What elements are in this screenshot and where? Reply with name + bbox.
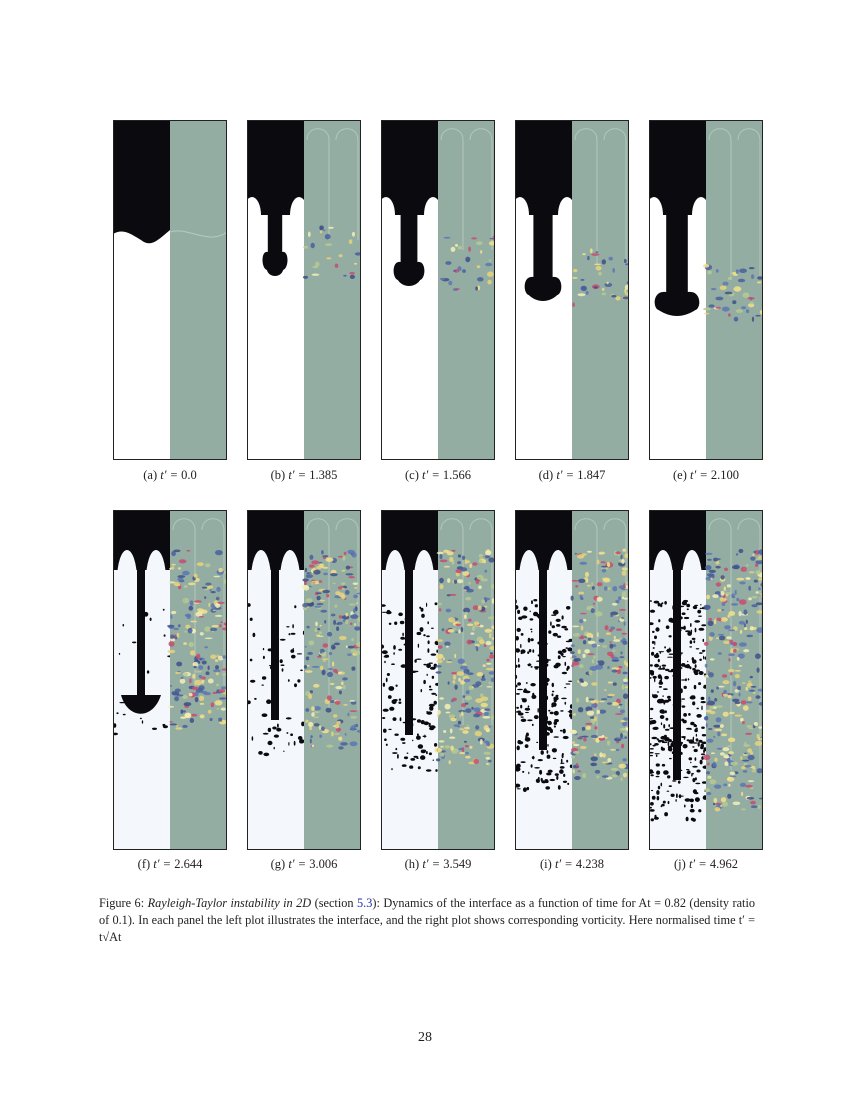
panel-h	[381, 510, 495, 850]
interface-plot	[113, 510, 172, 850]
figure-prefix: Figure 6:	[99, 896, 145, 910]
panel-label: (e)	[672, 468, 690, 482]
time-symbol: t′ =	[554, 857, 576, 871]
panel-e	[649, 120, 763, 460]
section-pre: (section	[314, 896, 354, 910]
panel-caption	[649, 468, 763, 483]
time-value: 2.644	[174, 857, 203, 871]
vorticity-plot	[167, 510, 227, 850]
panel-j	[649, 510, 763, 850]
panel-image	[515, 510, 629, 850]
vorticity-plot	[170, 120, 227, 460]
vorticity-plot	[703, 120, 763, 460]
vorticity-plot	[303, 120, 361, 460]
panel-caption	[381, 857, 495, 872]
panel-label: (f)	[137, 857, 154, 871]
interface-plot	[515, 510, 574, 850]
vorticity-plot	[569, 510, 629, 850]
time-symbol: t′ =	[688, 857, 710, 871]
panel-image	[247, 510, 361, 850]
interface-plot	[649, 120, 710, 460]
interface-plot	[113, 120, 170, 460]
panel-image	[649, 120, 763, 460]
time-symbol: t′ =	[153, 857, 175, 871]
interface-plot	[381, 510, 440, 850]
interface-plot	[649, 510, 708, 850]
panel-label: (d)	[538, 468, 557, 482]
interface-plot	[247, 120, 308, 460]
panel-label: (c)	[404, 468, 422, 482]
panel-image	[381, 120, 495, 460]
panel-d	[515, 120, 629, 460]
panel-caption	[247, 857, 361, 872]
panel-image	[113, 120, 227, 460]
time-symbol: t′ =	[689, 468, 711, 482]
time-value: 3.549	[443, 857, 472, 871]
time-symbol: t′ =	[422, 857, 444, 871]
panel-caption	[113, 857, 227, 872]
panel-label: (i)	[540, 857, 555, 871]
caption-body: Dynamics of the interface as a function of time for At = 0.82 (density ratio of 0.1). In each panel the left plot illustrates the interface, and the right plot shows corresponding vorticity. Here normalised time t′ = t√At	[99, 896, 756, 944]
interface-plot	[515, 120, 576, 460]
time-value: 4.238	[575, 857, 604, 871]
time-symbol: t′ =	[160, 468, 182, 482]
vorticity-plot	[301, 510, 361, 850]
panel-label: (g)	[270, 857, 289, 871]
panel-caption	[381, 468, 495, 483]
time-symbol: t′ =	[288, 468, 310, 482]
time-value: 1.847	[577, 468, 606, 482]
time-symbol: t′ =	[421, 468, 443, 482]
panel-f	[113, 510, 227, 850]
panel-image	[381, 510, 495, 850]
panel-image	[515, 120, 629, 460]
panel-caption	[113, 468, 227, 483]
panel-label: (j)	[674, 857, 689, 871]
vorticity-plot	[438, 120, 495, 460]
panel-a	[113, 120, 227, 460]
panel-i	[515, 510, 629, 850]
interface-plot	[247, 510, 305, 850]
panel-image	[113, 510, 227, 850]
time-value: 3.006	[309, 857, 338, 871]
interface-plot	[381, 120, 442, 460]
panel-g	[247, 510, 361, 850]
time-value: 0.0	[181, 468, 197, 482]
panel-caption	[247, 468, 361, 483]
panel-caption	[515, 857, 629, 872]
panel-label: (h)	[404, 857, 423, 871]
vorticity-plot	[434, 510, 495, 850]
figure-title: Rayleigh-Taylor instability in 2D	[147, 896, 312, 910]
section-ref-link[interactable]: 5.3	[357, 896, 373, 910]
page-number: 28	[418, 1030, 432, 1045]
time-value: 1.566	[442, 468, 472, 482]
vorticity-plot	[572, 120, 629, 460]
panel-c	[381, 120, 495, 460]
time-value: 2.100	[710, 468, 740, 482]
time-value: 1.385	[309, 468, 338, 482]
figure-caption	[99, 895, 755, 946]
time-symbol: t′ =	[288, 857, 310, 871]
vorticity-plot	[703, 510, 763, 850]
time-value: 4.962	[709, 857, 738, 871]
panel-image	[247, 120, 361, 460]
panel-b	[247, 120, 361, 460]
section-post: ):	[372, 896, 380, 910]
panel-caption	[649, 857, 763, 872]
panel-label: (a)	[143, 468, 161, 482]
panel-label: (b)	[270, 468, 289, 482]
panel-image	[649, 510, 763, 850]
panel-caption	[515, 468, 629, 483]
time-symbol: t′ =	[556, 468, 578, 482]
